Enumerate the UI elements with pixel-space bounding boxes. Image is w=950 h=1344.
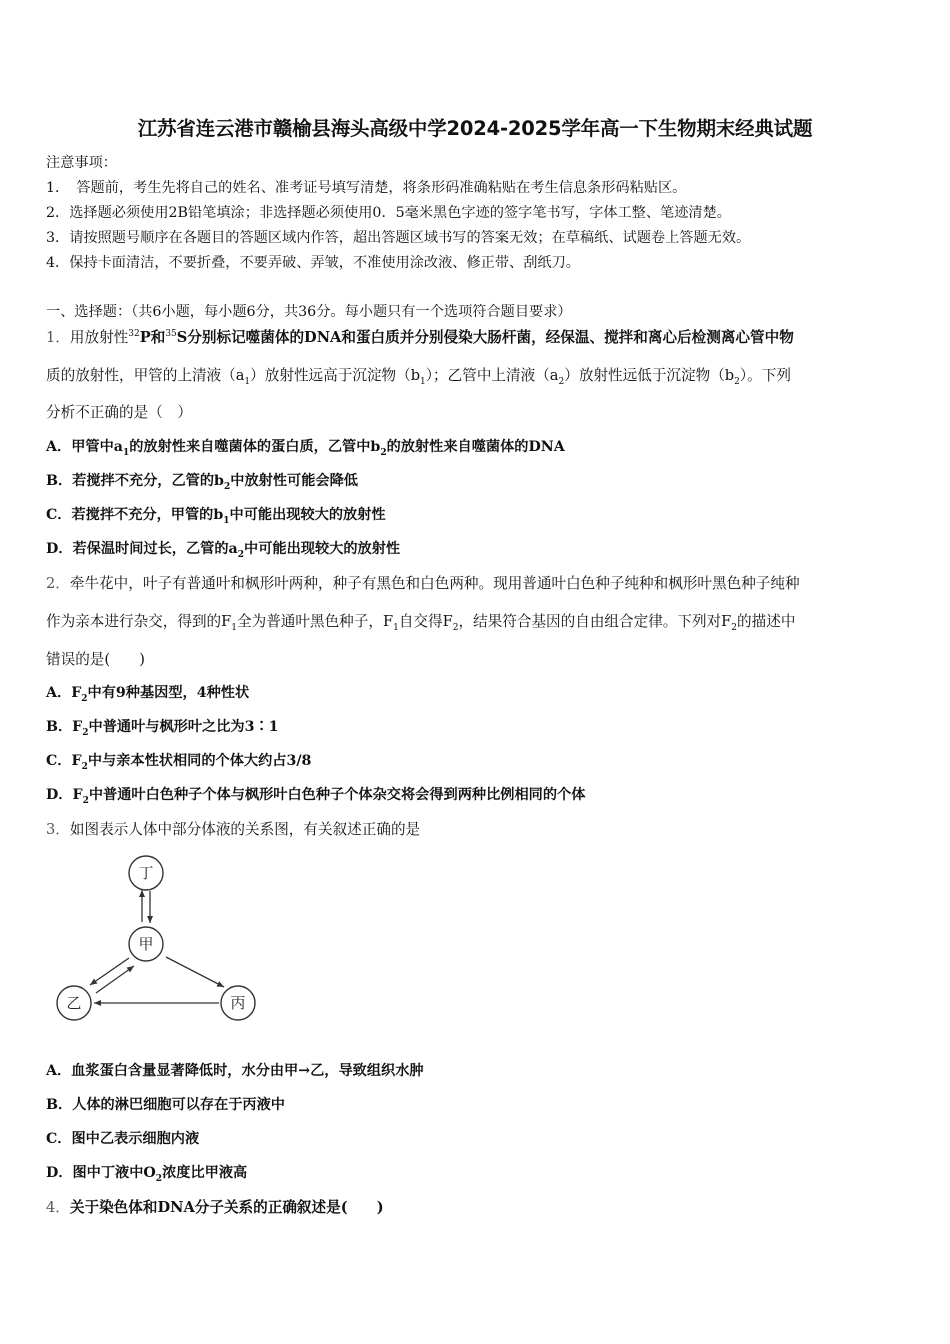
option-text: 中普通叶白色种子个体与枫形叶白色种子个体杂交将会得到两种比例相同的个体 bbox=[88, 787, 586, 803]
option-text: B．F bbox=[46, 719, 83, 735]
q1-text: ）放射性远低于沉淀物（b bbox=[564, 367, 735, 384]
q1-stem-line-2 bbox=[46, 364, 791, 385]
q4-text: 关于染色体和DNA分子关系的正确叙述是( ) bbox=[69, 1199, 384, 1216]
subscript: 1 bbox=[393, 622, 399, 633]
q2-text: 作为亲本进行杂交，得到的F bbox=[46, 613, 232, 630]
subscript: 2 bbox=[81, 761, 88, 772]
option-text: 中可能出现较大的放射性 bbox=[229, 507, 386, 523]
arrow-jia-to-bing bbox=[166, 957, 224, 987]
q2-text: ，结果符合基因的自由组合定律。下列对F bbox=[458, 613, 732, 630]
q2-option-d[interactable] bbox=[46, 784, 585, 804]
q2-text: 自交得F bbox=[398, 613, 453, 630]
label-yi: 乙 bbox=[66, 994, 82, 1012]
q1-option-b[interactable] bbox=[46, 470, 358, 490]
notice-heading: 注意事项： bbox=[46, 155, 117, 171]
option-text: D．F bbox=[46, 787, 83, 803]
q3-number: 3． bbox=[46, 821, 70, 838]
option-text: B．若搅拌不充分，乙管的b bbox=[46, 473, 224, 489]
option-text: 浓度比甲液高 bbox=[162, 1165, 248, 1181]
q3-option-a[interactable]: A．血浆蛋白含量显著降低时，水分由甲→乙，导致组织水肿 bbox=[46, 1063, 424, 1079]
q3-option-c[interactable]: C．图中乙表示细胞内液 bbox=[46, 1131, 200, 1147]
q1-text: ）；乙管中上清液（a bbox=[425, 367, 559, 384]
section-heading: 一、选择题：（共6小题，每小题6分，共36分。每小题只有一个选项符合题目要求） bbox=[46, 304, 572, 320]
body-fluid-diagram bbox=[46, 845, 276, 1030]
option-text: A．甲管中a bbox=[46, 439, 123, 455]
subscript: 2 bbox=[82, 795, 89, 806]
q2-stem-line-1 bbox=[46, 572, 800, 593]
q3-option-b[interactable]: B．人体的淋巴细胞可以存在于丙液中 bbox=[46, 1097, 285, 1113]
q2-text: 的描述中 bbox=[737, 613, 796, 630]
sup-32: 32 bbox=[128, 329, 140, 340]
subscript: 2 bbox=[380, 447, 387, 458]
q1-text: 质的放射性，甲管的上清液（a bbox=[46, 367, 245, 384]
q1-stem-line-1 bbox=[46, 326, 794, 347]
q1-number: 1． bbox=[46, 329, 70, 346]
q3-stem-line-1 bbox=[46, 818, 420, 839]
q2-stem-line-3: 错误的是( ) bbox=[46, 651, 145, 668]
subscript: 2 bbox=[81, 693, 88, 704]
subscript: 2 bbox=[237, 549, 245, 560]
label-jia: 甲 bbox=[138, 935, 154, 953]
option-text: 中普通叶与枫形叶之比为3∶1 bbox=[88, 719, 279, 735]
subscript: 1 bbox=[420, 376, 426, 387]
option-text: C．若搅拌不充分，甲管的b bbox=[46, 507, 224, 523]
subscript: 2 bbox=[452, 622, 459, 633]
subscript: 2 bbox=[223, 481, 231, 492]
q1-text: S分别标记噬菌体的DNA和蛋白质并分别侵染大肠杆菌，经保温、搅拌和离心后检测离心管中物 bbox=[176, 329, 794, 346]
q1-text: 用放射性 bbox=[69, 329, 129, 346]
subscript: 2 bbox=[82, 727, 89, 738]
q4-stem-line-1 bbox=[46, 1196, 384, 1217]
option-text: C．F bbox=[46, 753, 82, 769]
notice-item-4: 4．保持卡面清洁，不要折叠，不要弄破、弄皱，不准使用涂改液、修正带、刮纸刀。 bbox=[46, 255, 580, 271]
page-title: 江苏省连云港市赣榆县海头高级中学2024-2025学年高一下生物期末经典试题 bbox=[137, 117, 813, 140]
q1-option-d[interactable] bbox=[46, 538, 400, 558]
q1-stem-line-3: 分析不正确的是（ ） bbox=[46, 404, 192, 421]
subscript: 2 bbox=[155, 1173, 163, 1184]
notice-item-1: 1． 答题前，考生先将自己的姓名、准考证号填写清楚，将条形码准确粘贴在考生信息条形码粘贴区。 bbox=[46, 180, 687, 196]
q1-option-c[interactable] bbox=[46, 504, 386, 524]
q2-text: 全为普通叶黑色种子，F bbox=[237, 613, 394, 630]
q2-option-c[interactable] bbox=[46, 750, 311, 770]
label-bing: 丙 bbox=[230, 994, 246, 1012]
arrow-yi-to-jia bbox=[96, 966, 134, 993]
subscript: 2 bbox=[731, 622, 738, 633]
subscript: 1 bbox=[244, 376, 251, 387]
q2-option-a[interactable] bbox=[46, 682, 249, 702]
q1-text: ）放射性远高于沉淀物（b bbox=[250, 367, 421, 384]
option-text: A．F bbox=[46, 685, 82, 701]
option-text: D．若保温时间过长，乙管的a bbox=[46, 541, 238, 557]
q4-number: 4． bbox=[46, 1199, 70, 1216]
q2-stem-line-2 bbox=[46, 610, 795, 631]
q2-text: 牵牛花中，叶子有普通叶和枫形叶两种，种子有黑色和白色两种。现用普通叶白色种子纯种和枫形叶黑色种子纯种 bbox=[69, 575, 800, 592]
option-text: 中放射性可能会降低 bbox=[230, 473, 358, 489]
arrow-jia-to-yi bbox=[90, 958, 129, 985]
option-text: 的放射性来自噬菌体的DNA bbox=[386, 439, 565, 455]
option-text: 中与亲本性状相同的个体大约占3/8 bbox=[87, 753, 312, 769]
label-ding: 丁 bbox=[138, 864, 154, 882]
subscript: 2 bbox=[734, 376, 740, 387]
subscript: 1 bbox=[231, 622, 237, 633]
option-text: 中可能出现较大的放射性 bbox=[244, 541, 401, 557]
subscript: 1 bbox=[223, 515, 230, 526]
q1-text: ）。下列 bbox=[739, 367, 791, 384]
option-text: D．图中丁液中O bbox=[46, 1165, 156, 1181]
q1-option-a[interactable] bbox=[46, 436, 565, 456]
subscript: 2 bbox=[558, 376, 565, 387]
q3-option-d[interactable] bbox=[46, 1162, 247, 1182]
q3-text: 如图表示人体中部分体液的关系图，有关叙述正确的是 bbox=[69, 821, 421, 838]
notice-item-2: 2．选择题必须使用2B铅笔填涂；非选择题必须使用0．5毫米黑色字迹的签字笔书写，字体工整、笔迹清楚。 bbox=[46, 205, 731, 221]
option-text: 的放射性来自噬菌体的蛋白质，乙管中b bbox=[129, 439, 381, 455]
option-text: 中有9种基因型，4种性状 bbox=[87, 685, 250, 701]
q2-number: 2． bbox=[46, 575, 70, 592]
q2-option-b[interactable] bbox=[46, 716, 279, 736]
notice-item-3: 3．请按照题号顺序在各题目的答题区域内作答，超出答题区域书写的答案无效；在草稿纸、试题卷上答题无效。 bbox=[46, 230, 751, 246]
sup-35: 35 bbox=[165, 329, 177, 340]
q1-text: P和 bbox=[139, 329, 166, 346]
subscript: 1 bbox=[122, 447, 130, 458]
